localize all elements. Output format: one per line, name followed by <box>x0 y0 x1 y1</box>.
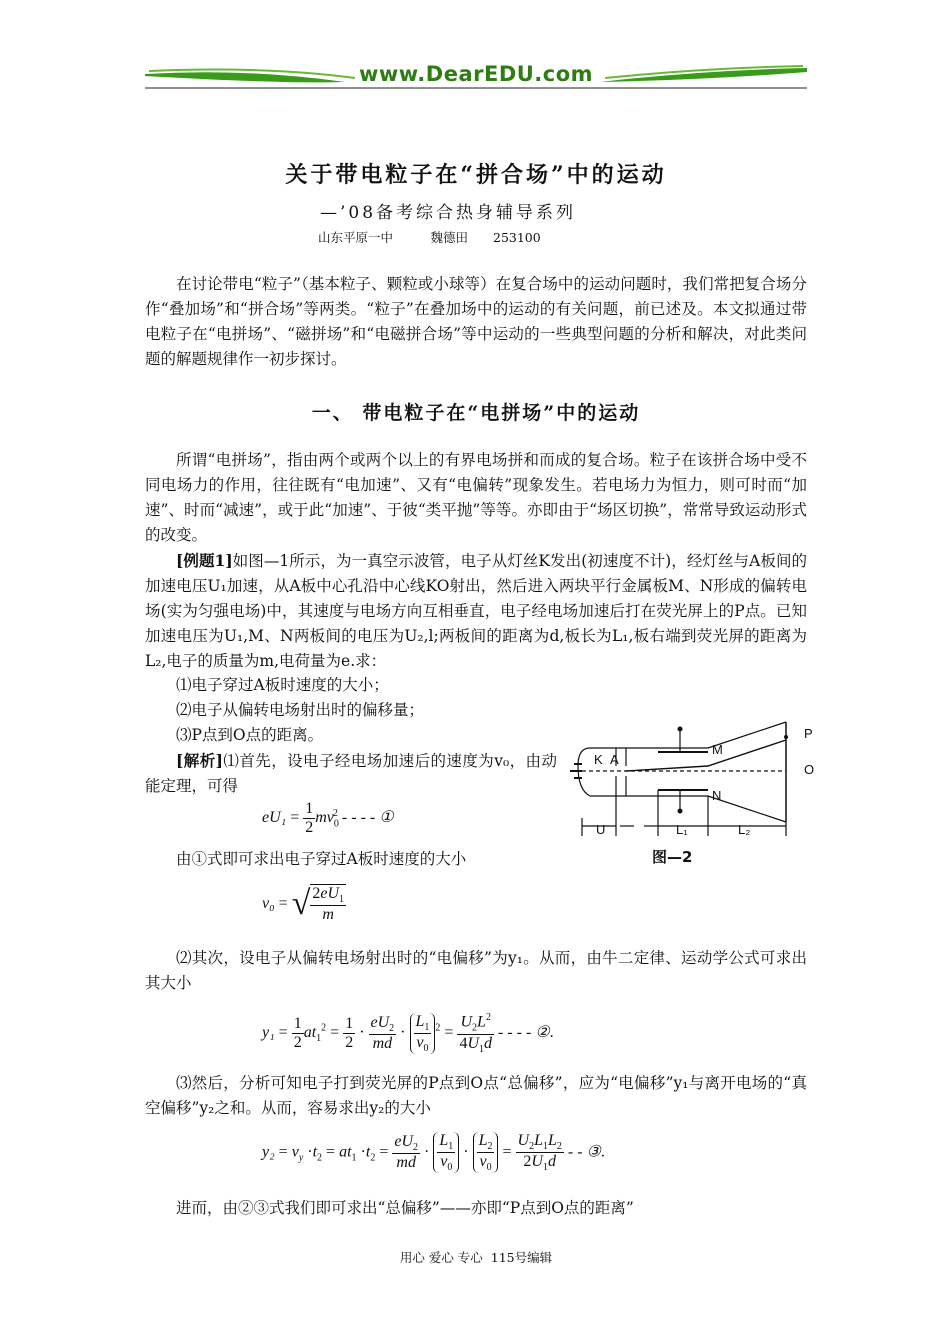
question-3: ⑶P点到O点的距离。 <box>176 726 324 744</box>
example-paragraph <box>145 548 807 674</box>
eq-v0-lhs: v₀ <box>262 894 275 912</box>
example-text: 如图—1所示，为一真空示波管，电子从灯丝K发出(初速度不计)，经灯丝与A板间的加速电压U₁加速，从A板中心孔沿中心线KO射出，然后进入两块平行金属板M、N形成的偏转电场(实为匀强电场)中，其速度与电场方向互相垂直，电子经电场加速后打在荧光屏上的P点。已知加速电压为U₁,M、N两板间的电压为U₂,l;两板间的距离为d,板长为L₁,板右端到荧光屏的距离为L₂,电子的质量为m,电荷量为e.求： <box>145 552 808 670</box>
question-1: ⑴电子穿过A板时速度的大小； <box>176 676 389 694</box>
eq-y1-circle: ② <box>535 1024 550 1042</box>
figure-caption: 图—2 <box>652 848 693 866</box>
label-L1: L₁ <box>676 822 688 837</box>
analysis-1 <box>145 748 557 799</box>
label-P: P <box>804 726 813 741</box>
eq-y2-circle: ③ <box>586 1143 601 1161</box>
label-N: N <box>712 788 722 803</box>
example-label: [例题1] <box>176 551 233 570</box>
author-line: 山东平原一中 魏德田 253100 <box>318 230 541 245</box>
after-equation-1: 由①式即可求出电子穿过A板时速度的大小 <box>176 850 467 868</box>
page-subtitle: —’08备考综合热身辅导系列 <box>320 203 577 223</box>
eq1-left: eU₁ <box>262 809 287 827</box>
header-banner <box>145 62 807 94</box>
section-paragraph: 所谓“电拼场”，指由两个或两个以上的有界电场拼和而成的复合场。粒子在该拼合场中受不同电场力的作用，往往既有“电加速”、又有“电偏转”现象发生。若电场力为恒力，则可时而“加速”、时而“减速”，或于此“加速”、于彼“类平抛”等等。亦即由于“场区切换”，常常导致运动形式的改变。 <box>145 451 807 544</box>
eq-y1-lhs: y₁ <box>262 1024 275 1042</box>
header-logo: www.DearEDU.com <box>358 62 594 86</box>
label-K: K <box>594 752 603 767</box>
label-O: O <box>804 762 815 777</box>
eq1-circle: ① <box>379 809 394 827</box>
label-U: U <box>596 822 606 837</box>
equation-y1: y₁ = $\frac{1}{2}$ $at_1^2$ = $\frac{1}{2}$ · $\frac{eU_2}{md}$ · $\frac{L_1}{v_0}$ $^2$ = $\frac{U_2L^2}{4U_1d}$ - - - - ②. <box>262 1012 554 1055</box>
final-paragraph: 进而，由②③式我们即可求出“总偏移”——亦即“P点到O点的距离” <box>176 1199 634 1217</box>
analysis-label: [解析] <box>176 751 223 770</box>
label-L2: L₂ <box>738 822 751 837</box>
analysis-3: ⑶然后，分析可知电子打到荧光屏的P点到O点“总偏移”，应为“电偏移”y₁与离开电场的“真空偏移”y₂之和。从而，容易求出y₂的大小 <box>145 1074 807 1117</box>
equation-v0: v₀ = √ $\frac{2eU_1}{m}$ <box>262 885 345 924</box>
analysis-1-text: ⑴首先，设电子经电场加速后的速度为v₀，由动能定理，可得 <box>145 752 557 795</box>
oscilloscope-diagram <box>568 718 828 868</box>
label-A: A <box>610 752 619 767</box>
figure-oscilloscope <box>568 718 828 868</box>
page-title: 关于带电粒子在“拼合场”中的运动 <box>285 162 667 188</box>
footer-text: 用心 爱心 专心 115号编辑 <box>399 1250 553 1265</box>
eq-y2-lhs: y₂ <box>262 1143 275 1161</box>
section-heading: 一、 带电粒子在“电拼场”中的运动 <box>311 402 641 424</box>
label-M: M <box>712 742 723 757</box>
equation-y2: $y_2 = v_y \cdot t_2 = at_1 \cdot t_2$ = $\frac{eU_2}{md}$ · $\frac{L_1}{v_0}$ · $\frac{L_2}{v_0}$ = $\frac{U_2L_1L_2}{2U_1d}$ - - ③. <box>262 1132 605 1174</box>
intro-paragraph: 在讨论带电“粒子”（基本粒子、颗粒或小球等）在复合场中的运动问题时，我们常把复合场分作“叠加场”和“拼合场”等两类。“粒子”在叠加场中的运动的有关问题，前已述及。本文拟通过带电粒子在“电拼场”、“磁拼场”和“电磁拼合场”等中运动的一些典型问题的分析和解决，对此类问题的解题规律作一初步探讨。 <box>145 275 807 368</box>
question-2: ⑵电子从偏转电场射出时的偏移量； <box>176 701 425 719</box>
equation-1: eU₁ = $\frac{1}{2}$ $mv_0^2$ - - - - ① <box>262 800 394 836</box>
analysis-2: ⑵其次，设电子从偏转电场射出时的“电偏移”为y₁。从而，由牛二定律、运动学公式可求出其大小 <box>145 949 807 992</box>
